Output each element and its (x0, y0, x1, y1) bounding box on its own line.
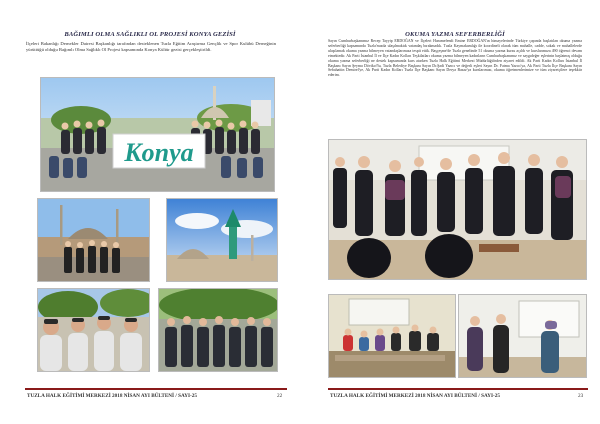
right-page-number: 23 (578, 393, 584, 399)
group-photo-bottom-right (158, 288, 278, 372)
left-footer-rule (25, 388, 287, 390)
right-page-body: Sayın Cumhurbaşkanımız Recep Tayyip ERDOĞAN ve İlçeleri Hanımefendi Emine ERDOĞAN'ın himayelerinde Türkiye çapında başlatılan okuma yazma seferberliği kapsamında Tuzla'mızda ulaşılmaktık vatandaş bırakmadık. Tuzla Kaymakamlığı ile koordineli olarak tüm mahalle, cadde, sokak ve mahallelerde ulaşılamak okuma yazma bilmeyen vatandaşlarımıza tespit ettik. Başçeşme'de Tuzla genelinde 51 okuma yazma kursu açıldı ve kurslarımıza 490 öğrenci devam etmektedir. Ak Parti İstanbul İl ve İlçe Kadın Kolları Teşkilatları okuma yazma bilmeyen kadınların Cumhurbaşkanımız ve saygıdeğer eşlerinin başlatmış olduğu okuma yazma seferberliği ne destek kapsamında kurs atarken Tuzla Halk Eğitimi Merkezi Müdürlüğü'nden ziyaret edildi. Ak Parti Kadın Kolları İstanbul İl Başkanı Sayın Şeyma Döviko?lu, Tuzla Belediye Başkanı Sayın Dr.Şadi Yazıcı ve değerli eşleri Sayın Dr. Fatma Yazıcı'ya, Ak Parti Tuzla İlçe Başkanı Sayın Sebahattin Demirel'ye, Ak Parti Kadın Kolları Tuzla İlçe Başkanı Sayın Derya Basaz'ya kurslarımızı, okuma öğretmenlerimize ve tüm ziyaretçilere teşekkür ederim. (328, 39, 582, 78)
left-page-number: 22 (277, 393, 283, 399)
left-page-body: İlçeleri Bakanlığı Dernekler Dairesi Başkanlığı tarafından desteklenen Tuzla Eğitim Araştırma Gençlik ve Spor Kulübü Derneğinin yürüttüğü olduğu Bağımlı Olma Sağlıklı Ol Projesi kapsamında Konya Kültür gezisi gerçekleştirildi. (26, 41, 276, 52)
classroom-photo-right (458, 294, 587, 378)
right-footer-text: TUZLA HALK EĞİTİMİ MERKEZİ 2018 NİSAN AYI BÜLTENİ / SAYI-25 (330, 393, 500, 399)
mosque-photo-left (37, 198, 150, 282)
right-footer-rule (328, 388, 588, 390)
classroom-photo-left (328, 294, 456, 378)
left-footer-text: TUZLA HALK EĞİTİMİ MERKEZİ 2018 NİSAN AYI BÜLTENİ / SAYI-25 (27, 393, 197, 399)
right-page-title: OKUMA YAZMA SEFERBERLİĞİ (405, 31, 505, 38)
right-page (300, 0, 600, 424)
group-photo-bottom-left (37, 288, 150, 372)
classroom-visit-photo (328, 139, 587, 280)
left-page-title: BAĞIMLI OLMA SAĞLIKLI OL PROJESİ KONYA GEZİSİ (64, 31, 236, 38)
konya-group-photo (40, 77, 275, 192)
konya-banner-text: Konya (124, 138, 194, 167)
mevlana-photo (166, 198, 278, 282)
